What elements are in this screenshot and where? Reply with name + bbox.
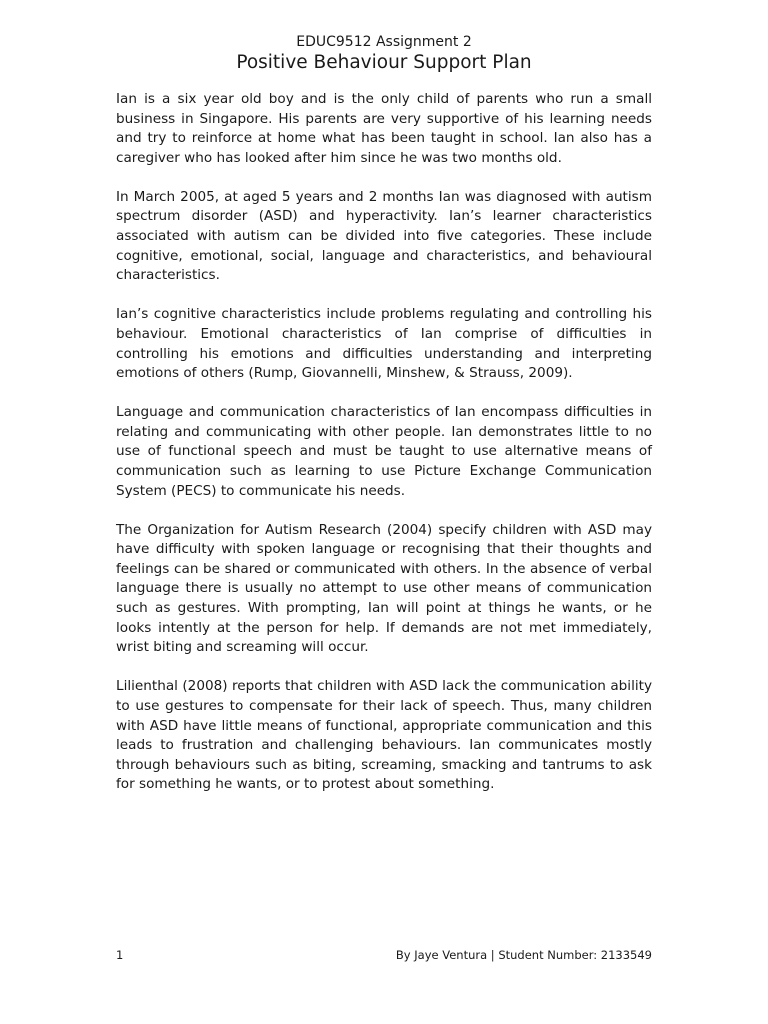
paragraph-language: Language and communication characteristics of Ian encompass difficulties in relating and communicating with other people. Ian demonstrates little to no use of functional speech and must be taught to use alternative means of communication such as learning to use Picture Exchange Communication System (PECS) to communicate his needs.	[116, 404, 652, 499]
paragraph-autism-research: The Organization for Autism Research (2004) specify children with ASD may have difficulty with spoken language or recognising that their thoughts and feelings can be shared or communicated with others. In the absence of verbal language there is usually no attempt to use other means of communication such as gestures. With prompting, Ian will point at things he wants, or he looks intently at the person for help. If demands are not met immediately, wrist biting and screaming will occur.	[116, 521, 652, 656]
document-title: Positive Behaviour Support Plan	[236, 52, 532, 73]
paragraph-diagnosis: In March 2005, at aged 5 years and 2 months Ian was diagnosed with autism spectrum disorder (ASD) and hyperactivity. Ian’s learner characteristics associated with autism can be divided into five categories. These include cognitive, emotional, social, language and characteristics, and behavioural characteristics.	[116, 188, 652, 284]
page-number: 1	[116, 948, 124, 962]
paragraph-background: Ian is a six year old boy and is the only child of parents who run a small business in Singapore. His parents are very supportive of his learning needs and try to reinforce at home what has been taught in school. Ian also has a caregiver who has looked after him since he was two months old.	[116, 91, 652, 166]
author-credit: By Jaye Ventura | Student Number: 2133549	[395, 948, 652, 962]
paragraph-lilienthal: Lilienthal (2008) reports that children with ASD lack the communication ability to use gestures to compensate for their lack of speech. Thus, many children with ASD have little means of functional, appropriate communication and this leads to frustration and challenging behaviours. Ian communicates mostly through behaviours such as biting, screaming, smacking and tantrums to ask for something he wants, or to protest about something.	[116, 678, 652, 793]
paragraph-cognitive: Ian’s cognitive characteristics include problems regulating and controlling his behaviour. Emotional characteristics of Ian comprise of difficulties in controlling his emotions and difficulties understanding and interpreting emotions of others (Rump, Giovannelli, Minshew, & Strauss, 2009).	[116, 306, 652, 382]
document-body	[116, 90, 652, 814]
course-heading: EDUC9512 Assignment 2	[296, 34, 472, 50]
